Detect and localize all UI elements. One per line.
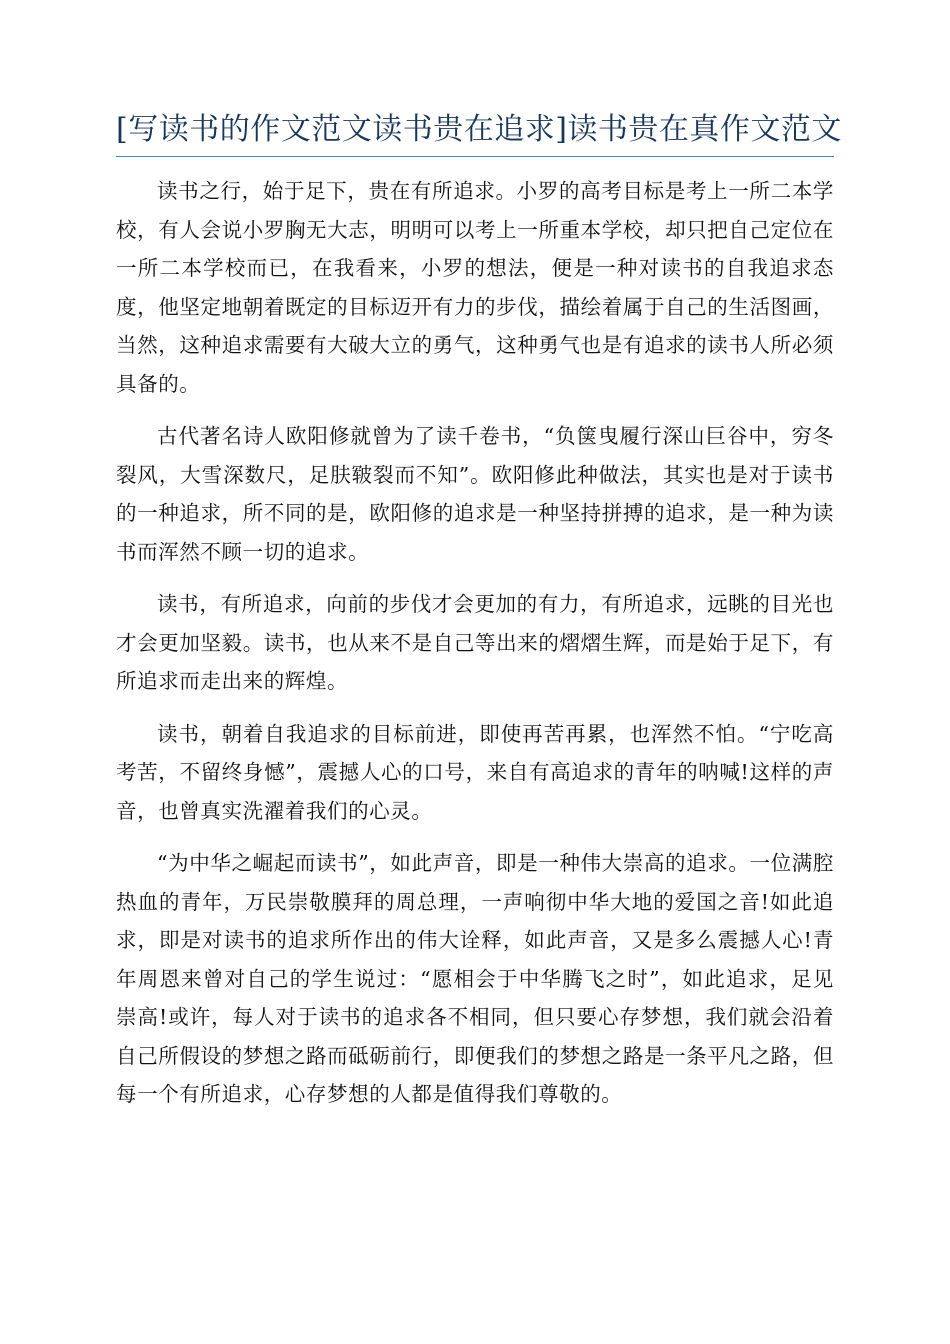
paragraph-1: 读书之行，始于足下，贵在有所追求。小罗的高考目标是考上一所二本学校，有人会说小罗胸无大志，明明可以考上一所重本学校，却只把自己定位在一所二本学校而已，在我看来，小罗的想法，便是一种对读书的自我追求态度，他坚定地朝着既定的目标迈开有力的步伐，描绘着属于自己的生活图画，当然，这种追求需要有大破大立的勇气，这种勇气也是有追求的读书人所必须具备的。 (116, 179, 834, 396)
title-block (116, 108, 842, 157)
paragraph-4: 读书，朝着自我追求的目标前进，即使再苦再累，也浑然不怕。“宁吃高考苦，不留终身憾”，震撼人心的口号，来自有高追求的青年的呐喊!这样的声音，也曾真实洗濯着我们的心灵。 (116, 721, 834, 823)
paragraph-3: 读书，有所追求，向前的步伐才会更加的有力，有所追求，远眺的目光也才会更加坚毅。读书，也从来不是自己等出来的熠熠生辉，而是始于足下，有所追求而走出来的辉煌。 (116, 592, 834, 693)
paragraph-5: “为中华之崛起而读书”，如此声音，即是一种伟大崇高的追求。一位满腔热血的青年，万民崇敬膜拜的周总理，一声响彻中华大地的爱国之音!如此追求，即是对读书的追求所作出的伟大诠释，如此声音，又是多么震撼人心!青年周恩来曾对自己的学生说过：“愿相会于中华腾飞之时”，如此追求，足见崇高!或许，每人对于读书的追求各不相同，但只要心存梦想，我们就会沿着自己所假设的梦想之路而砥砺前行，即便我们的梦想之路是一条平凡之路，但每一个有所追求，心存梦想的人都是值得我们尊敬的。 (116, 851, 834, 1106)
page-title: [写读书的作文范文读书贵在追求]读书贵在真作文范文 (116, 112, 842, 147)
paragraph-2: 古代著名诗人欧阳修就曾为了读千卷书，“负箧曳履行深山巨谷中，穷冬裂风，大雪深数尺，足肤皲裂而不知”。欧阳修此种做法，其实也是对于读书的一种追求，所不同的是，欧阳修的追求是一种坚持拼搏的追求，是一种为读书而浑然不顾一切的追求。 (116, 424, 834, 564)
article-body (116, 172, 834, 1128)
